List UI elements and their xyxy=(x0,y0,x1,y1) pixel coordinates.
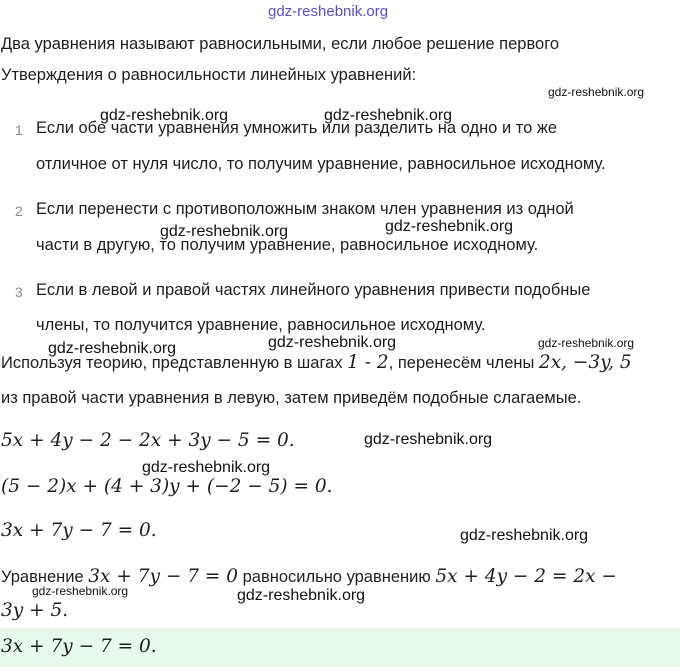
equation-a: 3x + 7y − 7 = 0 xyxy=(88,566,239,587)
watermark: gdz-reshebnik.org xyxy=(100,107,229,124)
watermark-top: gdz-reshebnik.org xyxy=(268,3,389,20)
watermark: gdz-reshebnik.org xyxy=(32,584,129,598)
list-item-number: 3 xyxy=(15,284,23,300)
watermark: gdz-reshebnik.org xyxy=(237,587,366,604)
list-item-line-1: Если перенести с противоположным знаком член уравнения из одной xyxy=(36,200,574,218)
list-item-line-2: члены, то получится уравнение, равносильное исходному. xyxy=(36,316,486,334)
watermark: gdz-reshebnik.org xyxy=(364,431,493,448)
list-item-line-1: Если обе части уравнения умножить или разделить на одно и то же xyxy=(36,119,558,137)
watermark: gdz-reshebnik.org xyxy=(268,334,397,351)
list-item-line-2: части в другую, то получим уравнение, равносильное исходному. xyxy=(36,236,539,254)
list-item-line-1: Если в левой и правой частях линейного уравнения привести подобные xyxy=(36,281,591,299)
watermark: gdz-reshebnik.org xyxy=(385,218,514,235)
answer-equation: 3x + 7y − 7 = 0. xyxy=(1,636,157,657)
list-item-number: 1 xyxy=(15,122,23,138)
watermark: gdz-reshebnik.org xyxy=(142,459,271,476)
equation-b: 5x + 4y − 2 = 2x − xyxy=(435,566,617,587)
intro-line-1: Два уравнения называют равносильными, если любое решение первого xyxy=(1,35,560,53)
watermark: gdz-reshebnik.org xyxy=(324,107,453,124)
list-item-number: 2 xyxy=(15,203,23,219)
equation-3: 3x + 7y − 7 = 0. xyxy=(1,520,157,541)
equation-1: 5x + 4y − 2 − 2x + 3y − 5 = 0. xyxy=(1,430,295,451)
watermark: gdz-reshebnik.org xyxy=(538,336,635,350)
list-item-line-2: отличное от нуля число, то получим уравнение, равносильное исходному. xyxy=(36,155,606,173)
watermark: gdz-reshebnik.org xyxy=(548,85,645,99)
intro-line-2: Утверждения о равносильности линейных уравнений: xyxy=(1,66,417,84)
conclusion-line-1: Уравнение 3x + 7y − 7 = 0 равносильно уравнению 5x + 4y − 2 = 2x − xyxy=(1,566,617,587)
watermark: gdz-reshebnik.org xyxy=(160,223,289,240)
watermark: gdz-reshebnik.org xyxy=(48,340,177,357)
theory-line-2: из правой части уравнения в левую, затем приведём подобные слагаемые. xyxy=(1,389,582,407)
steps-range: 1 - 2 xyxy=(347,352,389,373)
watermark: gdz-reshebnik.org xyxy=(460,527,589,544)
equation-2: (5 − 2)x + (4 + 3)y + (−2 − 5) = 0. xyxy=(1,476,333,497)
equation-b-continued: 3y + 5. xyxy=(1,600,69,621)
terms-list: 2x, −3y, 5 xyxy=(538,352,632,373)
theory-line-1: Используя теорию, представленную в шагах 1 - 2, перенесём члены 2x, −3y, 5 xyxy=(1,352,632,373)
